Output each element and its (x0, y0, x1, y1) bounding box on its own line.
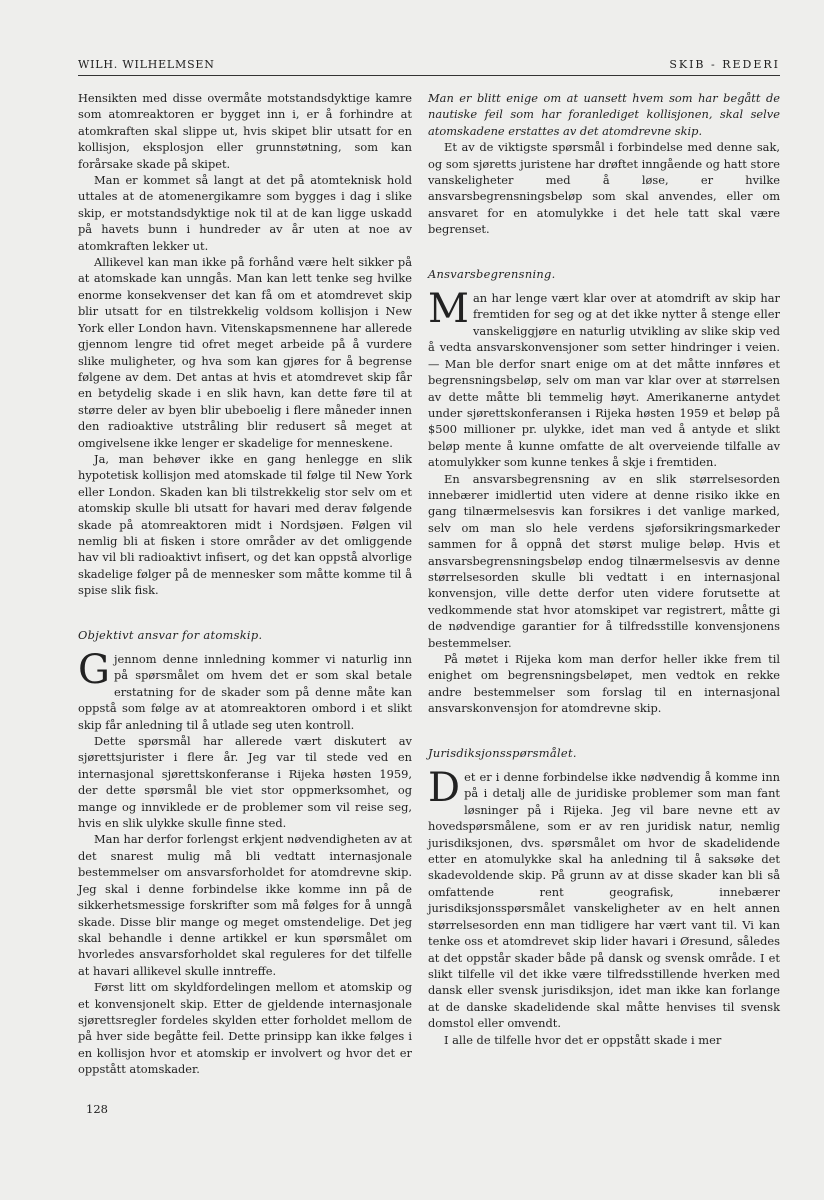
paragraph: Først litt om skyldfordelingen mellom et atomskip og et konvensjonelt skip. Etter de gjeldende internasjonale sjørettsregler fordeles skylden etter forholdet mellom de på hver side begåtte feil. Dette prinsipp kan ikke følges i en kollisjon hvor et atomskip er involvert og hvor det er oppstått atomskader. (78, 980, 412, 1077)
paragraph: På møtet i Rijeka kom man derfor heller ikke frem til enighet om begrensningsbeløpet, men vedtok en rekke andre bestemmelser som forslag til en internasjonal ansvarskonvensjon for atomdrevne skip. (428, 652, 780, 716)
right-column (428, 90, 780, 1048)
section-heading-objective-liability: Objektivt ansvar for atomskip. (78, 627, 263, 642)
drop-cap: M (428, 286, 469, 333)
left-column (78, 90, 412, 1078)
lead-paragraph: Man er blitt enige om at uansett hvem som har begått de nautiske feil som har foranlediget kollisjonen, skal selve atomskadene erstattes av det atomdrevne skip. (428, 91, 780, 138)
paragraph-text: jennom denne innledning kommer vi naturlig inn på spørsmålet om hvem det er som skal betale erstatning for de skader som på denne måte kan oppstå som følge av at atomreaktoren ombord i et slikt skip får anledning til å utlade seg uten kontroll. (78, 652, 412, 732)
header-publication: SKIB - REDERI (669, 58, 780, 71)
paragraph: Man har derfor forlengst erkjent nødvendigheten av at det snarest mulig må bli vedtatt internasjonale bestemmelser om ansvarsforholdet for atomdrevne skip. Jeg skal i denne forbindelse ikke komme inn på de sikkerhetsmessige forskrifter som må følges for å unngå skade. Disse blir mange og meget omstendelige. Det jeg skal behandle i denne artikkel er kun spørsmålet om hvorledes ansvarsforholdet skal reguleres for det tilfelle at havari allikevel skulle inntreffe. (78, 832, 412, 978)
paragraph: Allikevel kan man ikke på forhånd være helt sikker på at atomskade kan unngås. Man kan lett tenke seg hvilke enorme konsekvenser det kan få om et atomdrevet skip blir utsatt for en tilstrekkelig voldsom kollisjon i New York eller London havn. Vitenskapsmennene har allerede gjennom lengre tid ofret meget arbeide på å vurdere slike muligheter, og hva som kan gjøres for å begrense følgene av dem. Det antas at hvis et atomdrevet skip får en betydelig skade i en slik havn, kan dette føre til at større deler av byen blir ubeboelig i flere måneder innen den radioaktive utstråling blir redusert så meget at omgivelsene ikke lenger er skadelige for menneskene. (78, 255, 412, 450)
paragraph: Hensikten med disse overmåte motstandsdyktige kamre som atomreaktoren er bygget inn i, er å forhindre at atomkraften skal slippe ut, hvis skipet blir utsatt for en kollisjon, eksplosjon eller grunnstøtning, som kan forårsake skade på skipet. (78, 91, 412, 171)
page-number: 128 (86, 1102, 108, 1116)
paragraph: Dette spørsmål har allerede vært diskutert av sjørettsjurister i flere år. Jeg var til stede ved en internasjonal sjørettskonferanse i Rijeka høsten 1959, der dette spørsmål ble viet stor oppmerksomhet, og mange og innviklede er de problemer som vil reise seg, hvis en slik ulykke skulle finne sted. (78, 734, 412, 831)
paragraph: En ansvarsbegrensning av en slik størrelsesorden innebærer imidlertid uten videre at denne risiko ikke en gang tilnærmelsesvis kan forsikres i det vanlige marked, selv om man slo hele verdens sjøforsikringsmarkeder sammen for å oppnå det størst mulige beløp. Hvis et ansvarsbegrensningsbeløp endog tilnærmelsesvis av denne størrelsesorden skulle bli vedtatt i en internasjonal konvensjon, ville dette derfor uten videre forutsette at vedkommende stat hvor atomskipet var registrert, måtte gi de nødvendige garantier for å tilfredsstille konvensjonens bestemmelser. (428, 471, 780, 650)
paragraph: Ja, man behøver ikke en gang henlegge en slik hypotetisk kollisjon med atomskade til følge til New York eller London. Skaden kan bli tilstrekkelig stor selv om et atomskip skulle bli utsatt for havari med derav følgende skade på atomreaktoren midt i Nordsjøen. Følgen vil nemlig bli at fisken i store områder av det omliggende hav vil bli radioaktivt infisert, og det kan oppstå alvorlige skadelige følger på de mennesker som måtte komme til å spise slik fisk. (78, 451, 412, 598)
paragraph-with-dropcap (428, 765, 780, 1032)
running-header (78, 58, 780, 74)
section-heading-liability-limitation: Ansvarsbegrensning. (428, 266, 556, 281)
paragraph: I alle de tilfelle hvor det er oppstått skade i mer (444, 1032, 722, 1047)
paragraph-text: et er i denne forbindelse ikke nødvendig å komme inn på i detalj alle de juridiske problemer som man fant løsninger på i Rijeka. Jeg vil bare nevne ett av hovedspørsmålene, som er av ren juridisk natur, nemlig jurisdiksjonen, dvs. spørsmålet om hvor de skadelidende etter en atomulykke skal ha anledning til å saksøke det skadevoldende skip. På grunn av at disse skader kan bli så omfattende rent geografisk, innebærer jurisdiksjonsspørsmålet vanskeligheter av en helt annen størrelsesorden enn man tidligere har vært vant til. Vi kan tenke oss et atomdrevet skip lider havari i Øresund, således at det oppstår skader både på dansk og svensk område. I et slikt tilfelle vil det ikke være tilfredsstillende hverken med dansk eller svensk jurisdiksjon, idet man ikke kan forlange at de danske skadelidende skal måtte henvises til svensk domstol eller omvendt. (428, 770, 780, 1031)
paragraph-with-dropcap (78, 647, 412, 733)
section-heading-jurisdiction: Jurisdiksjonsspørsmålet. (428, 745, 577, 760)
paragraph: Et av de viktigste spørsmål i forbindelse med denne sak, og som sjøretts juristene har drøftet inngående og hatt store vanskeligheter med å løse, er hvilke ansvarsbegrensningsbeløp som skal anvendes, eller om ansvaret for en atomulykke i det hele tatt skal være begrenset. (428, 140, 780, 237)
drop-cap: D (428, 765, 461, 812)
header-rule (78, 75, 780, 76)
drop-cap: G (78, 647, 110, 693)
header-author: WILH. WILHELMSEN (78, 58, 215, 71)
paragraph-with-dropcap (428, 286, 780, 470)
paragraph-text: an har lenge vært klar over at atomdrift av skip har fremtiden for seg og at det ikke nytter å stenge eller vanskeliggjøre en naturlig utvikling av slike skip ved å vedta ansvarskonvensjoner som setter hindringer i veien. — Man ble derfor snart enige om at det måtte innføres et begrensningsbeløp, selv om man var klar over at størrelsen av dette måtte bli temmelig høyt. Amerikanerne antydet under sjørettskonferansen i Rijeka høsten 1959 et beløp på $500 millioner pr. ulykke, idet man ved å antyde et slikt beløp mente å kunne omfatte de alt overveiende tilfalle av atomulykker som kunne tenkes å skje i fremtiden. (428, 291, 780, 470)
paragraph: Man er kommet så langt at det på atomteknisk hold uttales at de atomenergikamre som bygges i dag i slike skip, er motstandsdyktige nok til at de kan ligge uskadd på havets bunn i hundreder av år uten at noe av atomkraften lekker ut. (78, 173, 412, 253)
